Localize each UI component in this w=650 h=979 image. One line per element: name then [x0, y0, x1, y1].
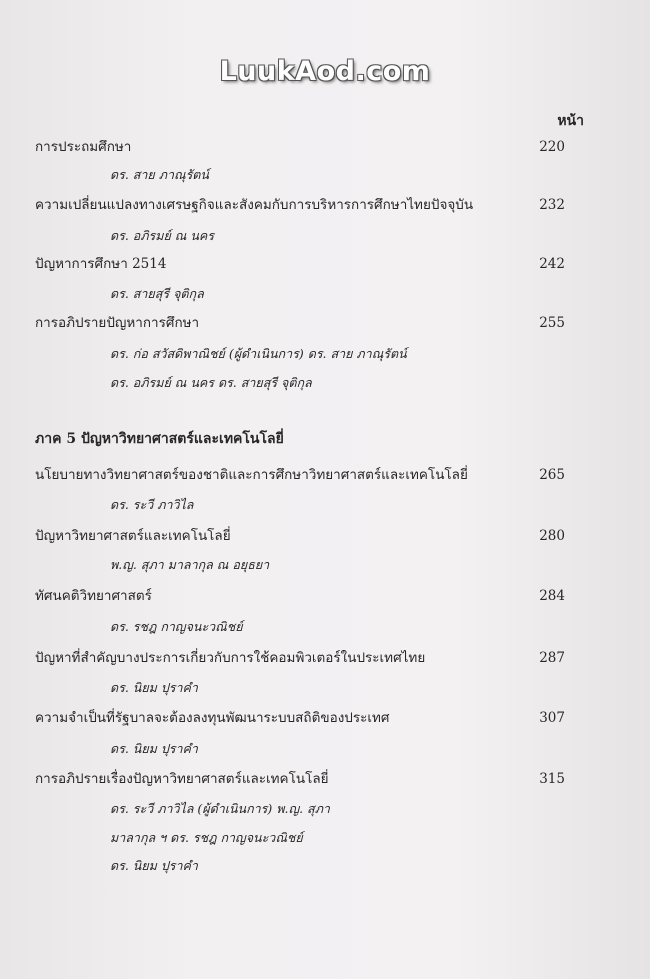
toc-entry-title: ปัญหาวิทยาศาสตร์และเทคโนโลยี่	[35, 528, 231, 544]
toc-entry[interactable]	[35, 312, 565, 334]
toc-entry-page: 265	[539, 467, 565, 483]
toc-entry-author: ดร. นิยม ปุราคำ	[110, 680, 198, 695]
watermark-logo: LuukAod.com	[219, 56, 431, 87]
toc-entry[interactable]	[35, 707, 565, 729]
toc-entry-author: ดร. นิยม ปุราคำ	[110, 858, 198, 873]
toc-entry-page: 284	[539, 588, 565, 604]
toc-entry-title: ความจำเป็นที่รัฐบาลจะต้องลงทุนพัฒนาระบบสถิติของประเทศ	[35, 710, 390, 726]
toc-entry[interactable]	[35, 464, 565, 486]
toc-entry-title: การอภิปรายปัญหาการศึกษา	[35, 315, 200, 331]
toc-entry-page: 307	[539, 710, 565, 726]
toc-entry-page: 315	[539, 771, 565, 787]
toc-entry-page: 255	[539, 315, 565, 331]
toc-entry-author: มาลากุล ฯ ดร. รชฎ กาญจนะวณิชย์	[110, 830, 303, 845]
toc-entry-author: ดร. อภิรมย์ ณ นคร ดร. สายสุรี จุติกุล	[110, 375, 312, 390]
toc-entry[interactable]	[35, 194, 565, 216]
toc-entry-page: 232	[539, 197, 565, 213]
toc-entry[interactable]	[35, 525, 565, 547]
toc-entry-author: ดร. สาย ภาณุรัตน์	[110, 167, 209, 182]
toc-entry[interactable]	[35, 136, 565, 158]
toc-entry[interactable]	[35, 647, 565, 669]
toc-entry-title: นโยบายทางวิทยาศาสตร์ของชาติและการศึกษาวิทยาศาสตร์และเทคโนโลยี่	[35, 467, 468, 483]
toc-entry-title: การประถมศึกษา	[35, 139, 132, 155]
toc-entry[interactable]	[35, 585, 565, 607]
toc-entry-page: 242	[539, 256, 565, 272]
toc-entry-author: ดร. รชฎ กาญจนะวณิชย์	[110, 619, 243, 634]
toc-entry-author: ดร. อภิรมย์ ณ นคร	[110, 228, 214, 243]
toc-entry-author: ดร. ระวี ภาวิไล (ผู้ดำเนินการ) พ.ญ. สุภา	[110, 801, 330, 816]
section-heading: ภาค 5 ปัญหาวิทยาศาสตร์และเทคโนโลยี่	[35, 431, 284, 447]
toc-entry-author: ดร. สายสุรี จุติกุล	[110, 286, 204, 301]
toc-entry-title: การอภิปรายเรื่องปัญหาวิทยาศาสตร์และเทคโนโลยี่	[35, 771, 329, 787]
toc-entry[interactable]	[35, 253, 565, 275]
toc-entry-author: ดร. ระวี ภาวิไล	[110, 497, 194, 512]
toc-entry-page: 280	[539, 528, 565, 544]
toc-entry-author: ดร. ก่อ สวัสดิพาณิชย์ (ผู้ดำเนินการ) ดร. สาย ภาณุรัตน์	[110, 346, 407, 361]
toc-entry-author: ดร. นิยม ปุราคำ	[110, 741, 198, 756]
toc-entry[interactable]	[35, 768, 565, 790]
toc-entry-title: ความเปลี่ยนแปลงทางเศรษฐกิจและสังคมกับการบริหารการศึกษาไทยปัจจุบัน	[35, 197, 474, 213]
toc-entry-author: พ.ญ. สุภา มาลากุล ณ อยุธยา	[110, 557, 270, 572]
toc-entry-title: ปัญหาการศึกษา 2514	[35, 256, 167, 272]
toc-entry-page: 287	[539, 650, 565, 666]
toc-entry-title: ปัญหาที่สำคัญบางประการเกี่ยวกับการใช้คอมพิวเตอร์ในประเทศไทย	[35, 650, 426, 666]
page-column-label: หน้า	[557, 113, 584, 129]
toc-entry-title: ทัศนคติวิทยาศาสตร์	[35, 588, 152, 604]
toc-entry-page: 220	[539, 139, 565, 155]
